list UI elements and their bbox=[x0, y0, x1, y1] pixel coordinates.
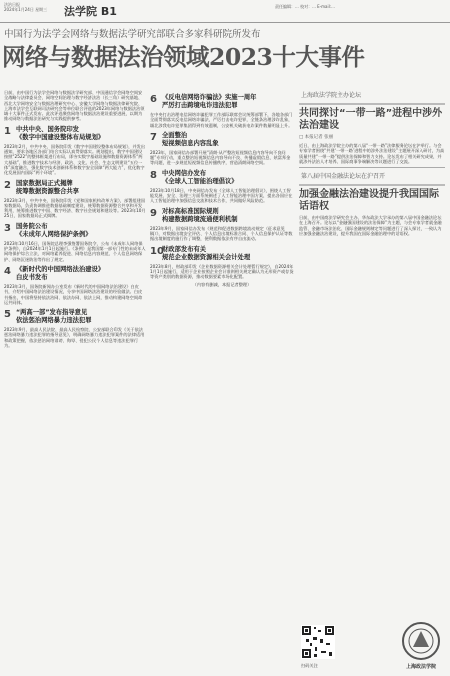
event-10-body: 2023年8月，财政部印发《企业数据资源相关会计处理暂行规定》，自2024年1月1日起施行，适用于企业按照企业会计准则相关规定确认为无形资产或存货等资产类别的数据资源，推动数据要素市场化配置。 bbox=[150, 263, 294, 280]
event-4-body: 2023年3月，国务院新闻办公室发布《新时代的中国网络法治建设》白皮书，介绍中国网络法治建设情况，分享中国网络法治建设的经验做法。白皮书指出，中国将坚持依法治网、依法办网、依法上网，推动构建网络空间命运共同体。 bbox=[4, 283, 143, 305]
footnote: （内容有删减，本报记者整理） bbox=[192, 282, 252, 288]
sidebar-title-2: 加强金融法治建设提升我国国际话语权 bbox=[299, 184, 445, 213]
event-5-body: 2023年9月，最高人民法院、最高人民检察院、公安部联合印发《关于依法惩治网络暴力违法犯罪的指导意见》，明确网络暴力违法犯罪案件的法律适用和政策把握，依法惩治网络诽谤、侮辱、侵犯公民个人信息等违法犯罪行为。 bbox=[4, 327, 145, 349]
qr-block bbox=[301, 625, 361, 668]
event-number: 2 bbox=[4, 179, 11, 191]
event-6-heading bbox=[150, 94, 294, 110]
event-subtitle: 《全球人工智能治理倡议》 bbox=[162, 177, 238, 185]
school-logo-block bbox=[399, 621, 443, 670]
sidebar bbox=[299, 90, 445, 676]
event-number: 10 bbox=[150, 245, 164, 257]
event-5-heading bbox=[4, 309, 146, 325]
event-2-heading bbox=[4, 180, 146, 196]
event-number: 8 bbox=[150, 169, 157, 181]
event-4-heading bbox=[4, 266, 146, 282]
sidebar-body-1: 近日，由上海政法学院主办的第八届“一带一路”法律服务论坛在沪举行。与会专家学者围绕“共建‘一带一路’进程中的涉外法治建设”主题展开深入研讨，为高质量共建“一带一路”提供法治保障和智力支持。论坛发布了相关研究成果，并就涉外法治人才培养、国际商事争端解决等议题进行了交流。 bbox=[299, 143, 445, 164]
event-9-body: 2023年9月，国家网信办发布《规范和促进数据跨境流动规定（征求意见稿）》，对数据出境安全评估、个人信息出境标准合同、个人信息保护认证等数据出境制度的施行作了调整，便利数据依法有序自由流动。 bbox=[150, 225, 293, 242]
paper-name: 法治日报 bbox=[4, 2, 20, 7]
event-title: 《新时代的中国网络法治建设》 bbox=[16, 265, 105, 273]
event-2-body: 2023年3月，中共中央、国务院印发《党和国家机构改革方案》，部署组建国家数据局，负责协调推进数据基础制度建设，统筹数据资源整合共享和开发利用，统筹推进数字中国、数字经济、数字社会规划和建设等。2023年10月25日，国家数据局正式揭牌。 bbox=[4, 197, 146, 219]
event-1-heading bbox=[4, 126, 146, 142]
event-number: 5 bbox=[4, 309, 11, 321]
event-subtitle: 依法惩治网络暴力违法犯罪 bbox=[16, 317, 92, 325]
sidebar-divider bbox=[299, 167, 445, 168]
event-title: 全面整治 bbox=[162, 131, 188, 139]
event-subtitle: 白皮书发布 bbox=[16, 273, 48, 281]
event-8-body: 2023年10月18日，中央网信办发布《全球人工智能治理倡议》，围绕人工智能发展、安全、治理三方面系统阐述了人工智能治理中国方案，提出各国应在人工智能治理中加强信息交流和技术合作，共同做好风险防范。 bbox=[150, 187, 293, 204]
event-number: 9 bbox=[150, 207, 157, 219]
section-name: 法学院 bbox=[64, 5, 97, 18]
event-9-heading bbox=[150, 208, 294, 224]
sidebar-body-2: 日前，由中国商法学研究会主办、华东政法大学承办的第八届中国金融法论坛在上海召开。论坛以“金融强国建设的法治保障”为主题，与会专家学者就金融监管、金融市场法治化、国际金融规则制定等问题进行了深入探讨，一致认为应加强金融法治建设，提升我国在国际金融治理中的话语权。 bbox=[299, 215, 442, 237]
event-number: 4 bbox=[4, 265, 11, 277]
paper-date: 2024年1月24日 星期三 bbox=[4, 7, 48, 12]
event-subtitle: 构建数据跨境流通便利机制 bbox=[162, 215, 238, 223]
kicker: 中国行为法学会网络与数据法学研究部联合多家科研院所发布 bbox=[4, 29, 261, 40]
event-title: 《反电信网络诈骗法》实施一周年 bbox=[162, 94, 257, 101]
sidebar-title-1: 共同探讨“一带一路”进程中涉外法治建设 bbox=[299, 103, 445, 132]
event-subtitle: 统筹数据资源整合共享 bbox=[16, 187, 79, 195]
section-title bbox=[64, 3, 117, 19]
event-7-body: 2023年，国家网信办部署开展“清朗·从严整治短视频信息内容导向不良问题”专项行动，重点整治短视频信息内容导向不良、传播虚假信息、炫富拜金等问题，进一步规范短视频信息传播秩序，营造清朗网络空间。 bbox=[150, 149, 291, 166]
event-subtitle: 规范企业数据资源相关会计处理 bbox=[162, 253, 251, 261]
event-title: 中共中央、国务院印发 bbox=[16, 125, 79, 133]
event-title: 国家数据局正式揭牌 bbox=[16, 179, 73, 187]
sidebar-label-2: 第八届中国金融法论坛在沪召开 bbox=[301, 173, 386, 181]
intro-paragraph: 日前，由中国行为法学会网络与数据法学研究部、中国通信学会网络空间安全战略与法律委员会、网络空间治理与数字经济法治（长三角）研究基地、西北大学网络安全与数据治理研究中心、安徽大学网络与数据法律研究院、上海市法学会互联网司法研究会等单位联合评选的2023年网络与数据法治领域十大事件正式发布。此次评选聚焦网络与数据法治建设重要进展，以期为推动网络与数据法治研究与实践提供参考。 bbox=[4, 90, 145, 122]
event-10-heading bbox=[150, 246, 294, 262]
event-7-heading bbox=[150, 132, 294, 148]
event-subtitle: 短视频信息内容乱象 bbox=[162, 139, 219, 147]
event-title: 中央网信办发布 bbox=[162, 169, 207, 177]
event-3-heading bbox=[4, 223, 146, 239]
event-number: 3 bbox=[4, 222, 11, 234]
event-6-body: 在中央打击治理电信网络诈骗犯罪工作部际联席会议统筹部署下，各地各部门全面贯彻落实反电信网络诈骗法，严厉打击电诈犯罪，全链条治理涉诈乱象，缅北涉我电诈犯罪集团得到有效遏制，公安机关破获电诈案件数量明显上升。 bbox=[150, 112, 293, 128]
sidebar-author: □ 本报记者 张丽 bbox=[299, 135, 334, 140]
event-3-body: 2023年10月16日，国务院总理李强签署国务院令，公布《未成年人网络保护条例》，自2024年1月1日起施行。《条例》是我国第一部专门性的未成年人网络保护综合立法，对网络素养促进、网络信息内容规范、个人信息网络保护、网络沉迷防治等作出了规定。 bbox=[4, 240, 146, 262]
event-subtitle: 严厉打击跨境电诈违法犯罪 bbox=[162, 102, 238, 109]
editor-line: 责任编辑：... 校对：... E-mail:... bbox=[275, 4, 335, 9]
qr-code-icon bbox=[301, 625, 335, 659]
event-8-heading bbox=[150, 170, 294, 186]
qr-label: 扫码关注 bbox=[301, 662, 318, 668]
event-number: 7 bbox=[150, 131, 157, 143]
event-title: 财政部发布有关 bbox=[162, 245, 207, 253]
sidebar-label-1: 上海政法学院主办论坛 bbox=[301, 92, 362, 99]
paper-masthead bbox=[4, 2, 64, 12]
event-subtitle: 《未成年人网络保护条例》 bbox=[16, 230, 92, 238]
school-logo-icon bbox=[401, 621, 441, 661]
event-number: 1 bbox=[4, 125, 11, 137]
school-name: 上海政法学院 bbox=[405, 663, 436, 670]
event-subtitle: 《数字中国建设整体布局规划》 bbox=[16, 133, 105, 141]
event-1-body: 2023年2月，中共中央、国务院印发《数字中国建设整体布局规划》，并发出通知，要求各地区各部门结合实际认真贯彻落实。规划提出，数字中国建设按照“2522”的整体框架进行布局，即夯实数字基础设施和数据资源体系“两大基础”，推进数字技术与经济、政治、文化、社会、生态文明建设“五位一体”深度融合，强化数字技术创新体系和数字安全屏障“两大能力”，优化数字化发展国内国际“两个环境”。 bbox=[4, 143, 146, 176]
event-title: 国务院公布 bbox=[16, 222, 48, 230]
column-1 bbox=[4, 90, 146, 676]
page-number: B1 bbox=[100, 5, 117, 18]
event-title: “两高一部”发布指导意见 bbox=[16, 309, 88, 317]
column-2 bbox=[150, 90, 294, 676]
headline: 网络与数据法治领域2023十大事件 bbox=[2, 43, 365, 71]
event-number: 6 bbox=[150, 94, 157, 105]
page-header bbox=[0, 0, 450, 23]
event-title: 对标高标准国际规则 bbox=[162, 207, 219, 215]
